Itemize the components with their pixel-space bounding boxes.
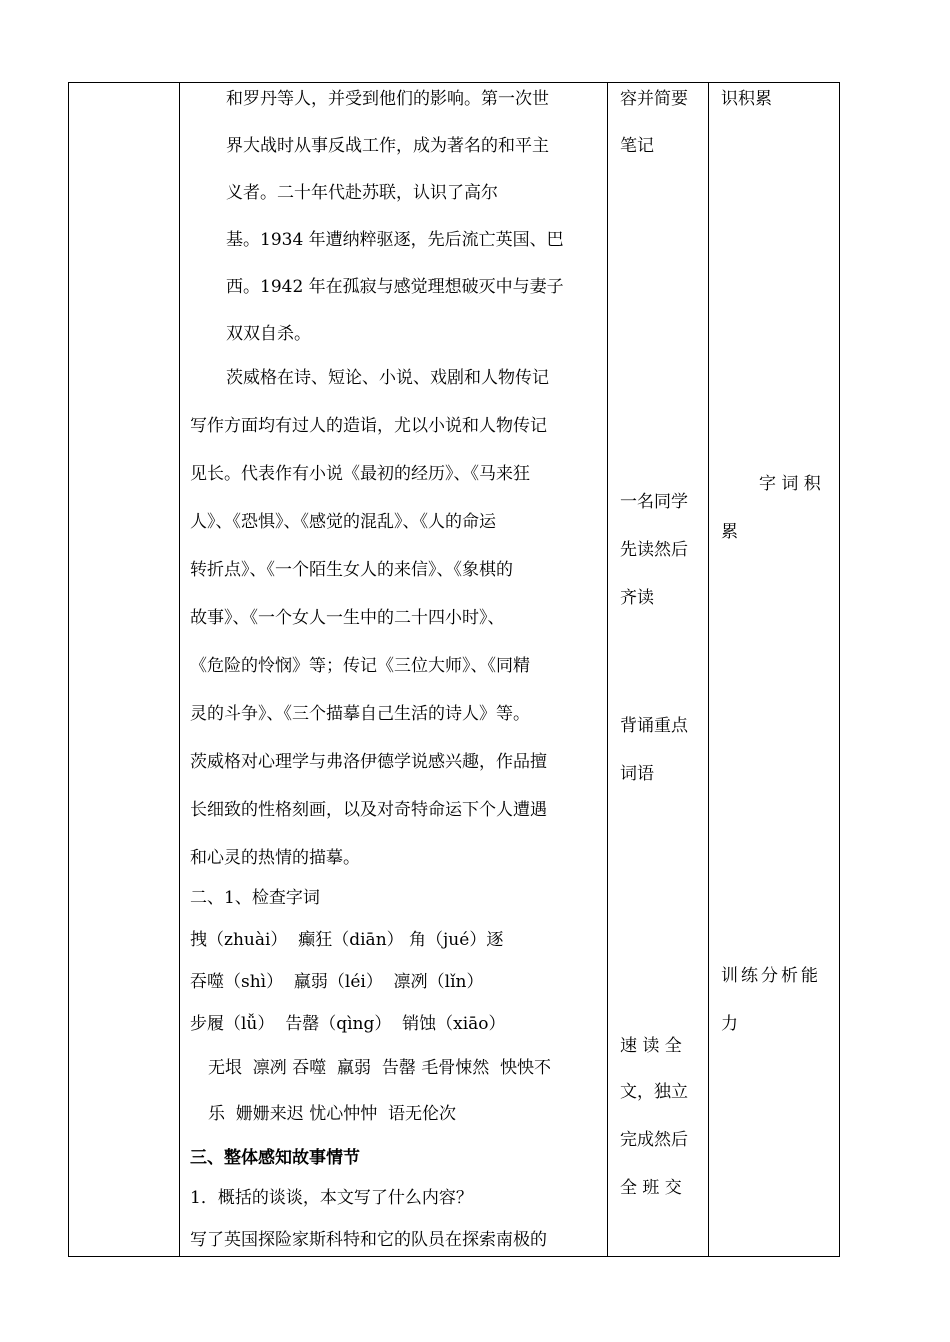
works-line: 茨威格在诗、短论、小说、戏剧和人物传记 [226,368,549,388]
pinyin-line: 吞噬（shì） 羸弱（léi） 凛冽（lǐn） [190,972,484,992]
vocab-line: 无垠 凛冽 吞噬 羸弱 告罄 毛骨悚然 怏怏不 [208,1058,552,1078]
works-line: 人》、《恐惧》、《感觉的混乱》、《人的命运 [190,512,496,532]
activity-text: 词语 [620,764,654,784]
goal-text: 识积累 [721,89,772,109]
activity-text: 先读然后 [620,540,688,560]
activity-text: 速 读 全 [620,1036,682,1056]
activity-text: 一名同学 [620,492,688,512]
activity-text: 齐读 [620,588,654,608]
activity-text: 文，独立 [620,1082,688,1102]
works-line: 故事》、《一个女人一生中的二十四小时》、 [190,608,505,628]
activity-column [608,83,708,1256]
works-line: 茨威格对心理学与弗洛伊德学说感兴趣，作品擅 [190,752,547,772]
works-line: 写作方面均有过人的造诣，尤以小说和人物传记 [190,416,547,436]
question: 1．概括的谈谈，本文写了什么内容？ [190,1188,473,1208]
section-heading: 二、1、检查字词 [190,888,320,908]
bio-line: 基。1934 年遭纳粹驱逐，先后流亡英国、巴 [226,230,564,250]
works-line: 长细致的性格刻画，以及对奇特命运下个人遭遇 [190,800,547,820]
lesson-plan-table [68,82,840,1257]
goal-text: 累 [721,522,738,542]
works-line: 见长。代表作有小说《最初的经历》、《马来狂 [190,464,530,484]
content-column [180,83,607,1256]
bio-line: 界大战时从事反战工作，成为著名的和平主 [226,136,549,156]
bio-line: 和罗丹等人，并受到他们的影响。第一次世 [226,89,549,109]
answer: 写了英国探险家斯科特和它的队员在探索南极的 [190,1230,547,1250]
works-line: 转折点》、《一个陌生女人的来信》、《象棋的 [190,560,513,580]
activity-text: 全 班 交 [620,1178,682,1198]
goal-text: 训练分析能 [721,966,821,986]
goal-text: 字 词 积 [759,474,821,494]
section-heading: 三、整体感知故事情节 [190,1148,360,1168]
works-line: 《危险的怜悯》等；传记《三位大师》、《同精 [190,656,530,676]
works-line: 灵的斗争》、《三个描摹自己生活的诗人》等。 [190,704,530,724]
goal-column [709,83,841,1256]
pinyin-line: 拽（zhuài） 癫狂（diān） 角（jué）逐 [190,930,504,950]
stage-column [69,83,179,1256]
goal-text: 力 [721,1014,738,1034]
works-line: 和心灵的热情的描摹。 [190,848,360,868]
activity-text: 笔记 [620,136,654,156]
bio-line: 西。1942 年在孤寂与感觉理想破灭中与妻子 [226,277,564,297]
bio-line: 义者。二十年代赴苏联，认识了高尔 [226,183,498,203]
activity-text: 背诵重点 [620,716,688,736]
vocab-line: 乐 姗姗来迟 忧心忡忡 语无伦次 [208,1104,457,1124]
activity-text: 容并简要 [620,89,688,109]
bio-line: 双双自杀。 [226,324,311,344]
pinyin-line: 步履（lǚ） 告罄（qìng） 销蚀（xiāo） [190,1014,506,1034]
activity-text: 完成然后 [620,1130,688,1150]
